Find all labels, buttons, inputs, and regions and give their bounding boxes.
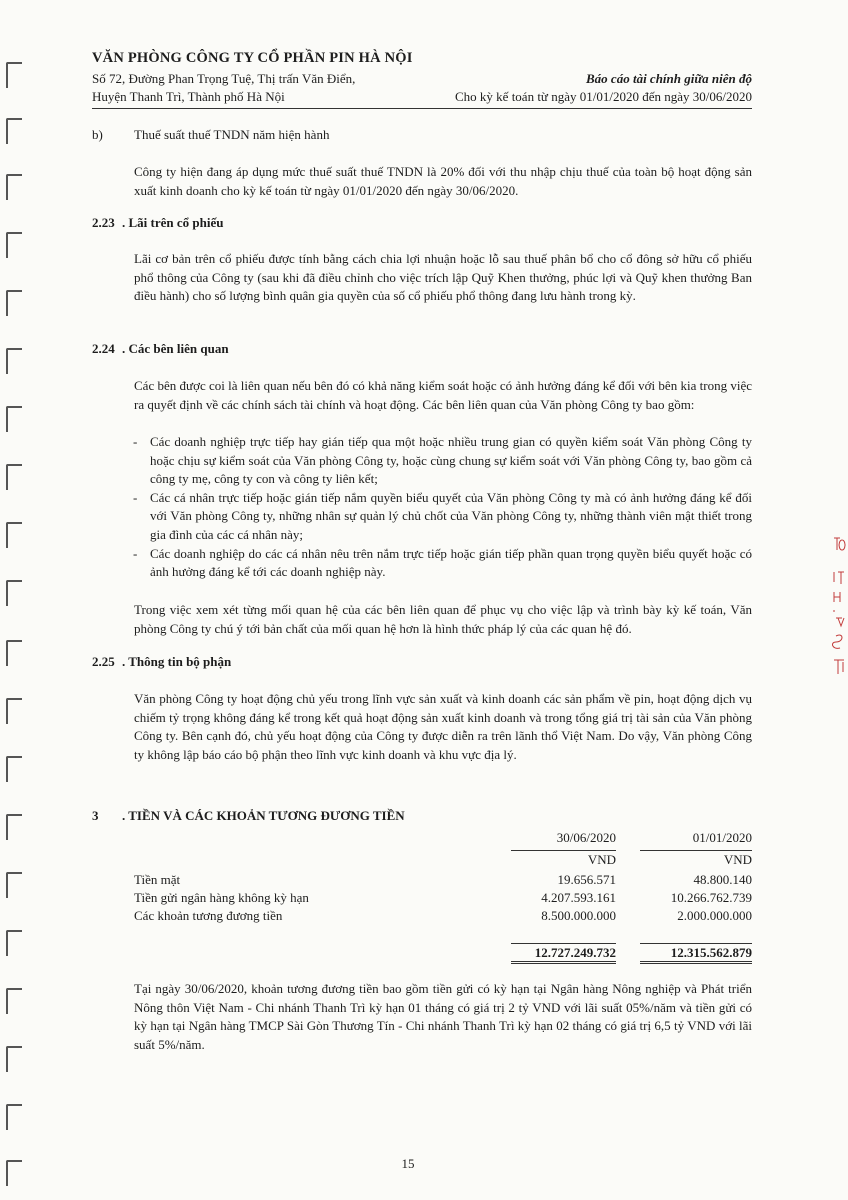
table-header-row xyxy=(0,830,848,848)
report-period: Cho kỳ kế toán từ ngày 01/01/2020 đến ngày 30/06/2020 xyxy=(455,89,752,104)
total-double-rule xyxy=(640,961,752,964)
company-address-line1: Số 72, Đường Phan Trọng Tuệ, Thị trấn Văn Điển, xyxy=(92,71,356,86)
section-title: . TIỀN VÀ CÁC KHOẢN TƯƠNG ĐƯƠNG TIỀN xyxy=(122,808,405,823)
binder-mark xyxy=(6,348,22,374)
header-divider xyxy=(92,108,752,109)
list-item: - Các doanh nghiệp trực tiếp hay gián tiếp qua một hoặc nhiều trung gian có quyền kiểm soát Văn phòng Công ty hoặc chịu sự kiểm soát của Văn phòng Công ty, hoặc cùng chung sự kiểm soát với Văn phòng Công ty, bao gồm cả công ty mẹ, công ty con và công ty liên kết; xyxy=(130,433,752,489)
section-number: 2.24 xyxy=(92,341,115,356)
total-value: 12.315.562.879 xyxy=(670,945,752,960)
section-title: . Thông tin bộ phận xyxy=(122,654,232,669)
binder-mark xyxy=(6,118,22,144)
stamp-fragment-icon xyxy=(828,528,848,678)
binder-mark xyxy=(6,62,22,88)
binder-mark xyxy=(6,698,22,724)
binder-mark xyxy=(6,290,22,316)
total-rule xyxy=(640,943,752,944)
total-double-rule xyxy=(511,961,616,964)
eps-paragraph: Lãi cơ bản trên cổ phiếu được tính bằng cách chia lợi nhuận hoặc lỗ sau thuế phân bổ cho cổ đông sở hữu cổ phiếu phổ thông của Công ty (sau khi đã điều chỉnh cho việc trích lập Quỹ Khen thưởng, phúc lợi và Quỹ khen thưởng Ban điều hành) cho số lượng bình quân gia quyền của số cổ phiếu phổ thông đang lưu hành trong kỳ. xyxy=(134,251,752,304)
subsection-label: b) xyxy=(92,127,103,142)
row-label: Các khoản tương đương tiền xyxy=(134,908,283,923)
section-title: . Các bên liên quan xyxy=(122,341,229,356)
binder-mark xyxy=(6,522,22,548)
column-underline xyxy=(511,850,616,851)
column-header-date: 30/06/2020 xyxy=(556,830,616,845)
list-item: - Các doanh nghiệp do các cá nhân nêu trên nắm trực tiếp hoặc gián tiếp phần quan trọng quyền biểu quyết hoặc có ảnh hưởng đáng kể tới các doanh nghiệp này. xyxy=(130,545,752,582)
row-value: 48.800.140 xyxy=(693,872,752,887)
section-number: 2.25 xyxy=(92,654,115,669)
binder-mark xyxy=(6,1104,22,1130)
binder-mark xyxy=(6,756,22,782)
row-label: Tiền gửi ngân hàng không kỳ hạn xyxy=(134,890,309,905)
binder-mark xyxy=(6,1046,22,1072)
report-title: Báo cáo tài chính giữa niên độ xyxy=(586,71,752,86)
table-row xyxy=(0,872,848,890)
table-row xyxy=(0,890,848,908)
binder-mark xyxy=(6,232,22,258)
company-address-line2: Huyện Thanh Trì, Thành phố Hà Nội xyxy=(92,89,285,104)
row-value: 2.000.000.000 xyxy=(677,908,752,923)
binder-mark xyxy=(6,464,22,490)
row-label: Tiền mặt xyxy=(134,872,181,887)
binder-mark xyxy=(6,640,22,666)
column-header-date: 01/01/2020 xyxy=(692,830,752,845)
binder-mark xyxy=(6,988,22,1014)
subsection-title: Thuế suất thuế TNDN năm hiện hành xyxy=(134,127,330,142)
section-title: . Lãi trên cổ phiếu xyxy=(122,215,224,230)
row-value: 10.266.762.739 xyxy=(670,890,752,905)
binder-mark xyxy=(6,174,22,200)
section-number: 3 xyxy=(92,808,99,823)
related-parties-intro: Các bên được coi là liên quan nếu bên đó có khả năng kiểm soát hoặc có ảnh hưởng đáng kể đối với bên kia trong việc ra quyết định về các chính sách tài chính và hoạt động. Các bên liên quan của Văn phòng Công ty bao gồm: xyxy=(134,378,752,412)
related-parties-list xyxy=(130,433,752,582)
row-value: 8.500.000.000 xyxy=(541,908,616,923)
column-underline xyxy=(640,850,752,851)
total-rule xyxy=(511,943,616,944)
tax-paragraph: Công ty hiện đang áp dụng mức thuế suất thuế TNDN là 20% đối với thu nhập chịu thuế của toàn bộ hoạt động sản xuất kinh doanh cho kỳ kế toán từ ngày 01/01/2020 đến ngày 30/06/2020. xyxy=(134,164,752,198)
company-name: VĂN PHÒNG CÔNG TY CỔ PHẦN PIN HÀ NỘI xyxy=(92,50,413,66)
row-value: 19.656.571 xyxy=(557,872,616,887)
related-parties-closing: Trong việc xem xét từng mối quan hệ của các bên liên quan để phục vụ cho việc lập và trình bày kỳ kế toán, Văn phòng Công ty chú ý tới bản chất của mối quan hệ hơn là hình thức pháp lý của các quan hệ đó. xyxy=(134,602,752,636)
binder-mark xyxy=(6,406,22,432)
total-value: 12.727.249.732 xyxy=(534,945,616,960)
currency-label: VND xyxy=(723,852,752,867)
page-number: 15 xyxy=(401,1156,415,1171)
table-row xyxy=(0,908,848,926)
row-value: 4.207.593.161 xyxy=(541,890,616,905)
segment-paragraph: Văn phòng Công ty hoạt động chủ yếu trong lĩnh vực sản xuất và kinh doanh các sản phẩm về pin, hoạt động dịch vụ chiếm tỷ trọng không đáng kể trong kết quả hoạt động sản xuất kinh doanh và trong tổng giá trị tài sản của Văn phòng Công ty. Bên cạnh đó, chủ yếu hoạt động của Công ty được diễn ra trên lãnh thổ Việt Nam. Do vậy, Văn phòng Công ty không lập báo cáo bộ phận theo lĩnh vực kinh doanh và khu vực địa lý. xyxy=(134,691,752,762)
binder-mark xyxy=(6,580,22,606)
currency-label: VND xyxy=(587,852,616,867)
list-item: - Các cá nhân trực tiếp hoặc gián tiếp nắm quyền biểu quyết của Văn phòng Công ty mà có ảnh hưởng đáng kể đối với Văn phòng Công ty, những nhân sự quản lý chủ chốt của Văn phòng Công ty, những thành viên mật thiết trong gia đình của các cá nhân này; xyxy=(130,489,752,545)
table-currency-row xyxy=(0,852,848,870)
cash-equivalents-note: Tại ngày 30/06/2020, khoản tương đương tiền bao gồm tiền gửi có kỳ hạn tại Ngân hàng Nông nghiệp và Phát triển Nông thôn Việt Nam - Chi nhánh Thanh Trì kỳ hạn 01 tháng có giá trị 2 tỷ VND với lãi suất 05%/năm và tiền gửi có kỳ hạn tại Ngân hàng TMCP Sài Gòn Thương Tín - Chi nhánh Thanh Trì kỳ hạn 02 tháng có giá trị 6,5 tỷ VND với lãi suất 5%/năm. xyxy=(134,981,752,1052)
section-number: 2.23 xyxy=(92,215,115,230)
